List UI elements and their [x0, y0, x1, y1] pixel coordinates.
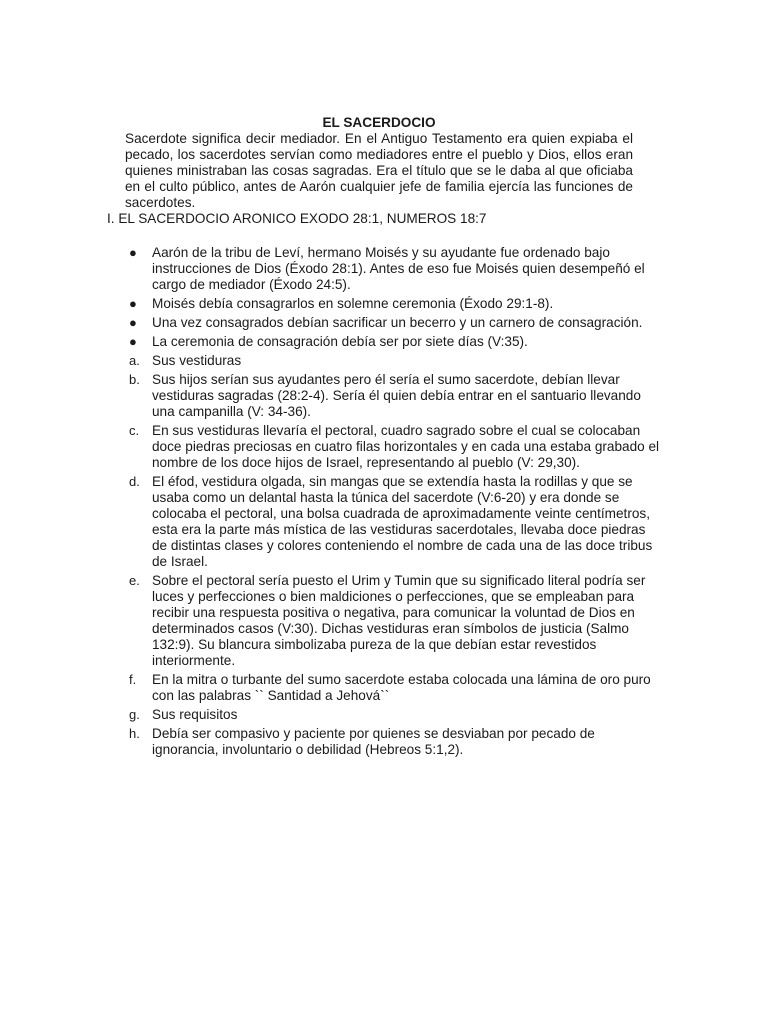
lettered-item-c [0, 423, 662, 471]
lettered-text: El éfod, vestidura olgada, sin mangas que se extendía hasta la rodillas y que se usaba como un delantal hasta la túnica del sacerdote (V:6-20) y era donde se colocaba el pectoral, una bolsa cuadrada de aproximadamente veinte centímetros, esta era la parte más mística de las vestiduras sacerdotales, llevaba doce piedras de distintas clases y colores conteniendo el nombre de cada una de las doce tribus de Israel. [152, 474, 653, 569]
bullet-icon: ● [129, 296, 137, 311]
lettered-text: Sobre el pectoral sería puesto el Urim y Tumin que su significado literal podría ser luces y perfecciones o bien maldiciones o perfecciones, que se empleaban para recibir una respuesta positiva o negativa, para comunicar la voluntad de Dios en determinados casos (V:30). Dichas vestiduras eran símbolos de justicia (Salmo 132:9). Su blancura simbolizaba pureza de la que debían estar revestidos interiormente. [152, 573, 646, 668]
lettered-item-d [0, 474, 662, 570]
lettered-text: En sus vestiduras llevaría el pectoral, cuadro sagrado sobre el cual se colocaban doce piedras preciosas en cuatro filas horizontales y en cada una estaba grabado el nombre de los doce hijos de Israel, representando al pueblo (V: 29,30). [152, 423, 660, 470]
list-letter: f. [129, 672, 137, 687]
section-heading: I. EL SACERDOCIO ARONICO EXODO 28:1, NUMEROS 18:7 [107, 211, 487, 226]
lettered-text: Sus requisitos [152, 707, 238, 722]
lettered-item-e [0, 573, 662, 669]
bullet-item [0, 334, 662, 350]
lettered-item-f [0, 672, 662, 704]
lettered-item-b [0, 372, 662, 420]
bullet-icon: ● [129, 245, 137, 260]
bullet-item [0, 315, 662, 331]
bullet-icon: ● [129, 334, 137, 349]
bullet-text: La ceremonia de consagración debía ser por siete días (V:35). [152, 334, 528, 349]
list-letter: c. [129, 423, 140, 438]
list-letter: h. [129, 726, 140, 741]
bullet-text: Aarón de la tribu de Leví, hermano Moisés y su ayudante fue ordenado bajo instrucciones de Dios (Éxodo 28:1). Antes de eso fue Moisés quien desempeñó el cargo de mediador (Éxodo 24:5). [152, 245, 645, 292]
lettered-item-a [0, 353, 662, 369]
lettered-item-g [0, 707, 662, 723]
lettered-text: Debía ser compasivo y paciente por quienes se desviaban por pecado de ignorancia, involuntario o debilidad (Hebreos 5:1,2). [152, 726, 595, 757]
bullet-icon: ● [129, 315, 137, 330]
lettered-text: Sus vestiduras [152, 353, 242, 368]
intro-paragraph: Sacerdote significa decir mediador. En el Antiguo Testamento era quien expiaba el pecado, los sacerdotes servían como mediadores entre el pueblo y Dios, ellos eran quienes ministraban las cosas sagradas. Era el título que se le daba al que oficiaba en el culto público, antes de Aarón cualquier jefe de familia ejercía las funciones de sacerdotes. [125, 131, 633, 210]
bullet-text: Una vez consagrados debían sacrificar un becerro y un carnero de consagración. [152, 315, 643, 330]
lettered-text: En la mitra o turbante del sumo sacerdote estaba colocada una lámina de oro puro con las palabras `` Santidad a Jehová`` [152, 672, 651, 703]
list-letter: b. [129, 372, 140, 387]
bullet-item [0, 245, 662, 293]
lettered-text: Sus hijos serían sus ayudantes pero él sería el sumo sacerdote, debían llevar vestiduras sagradas (28:2-4). Sería él quien debía entrar en el santuario llevando una campanilla (V: 34-36). [152, 372, 641, 419]
bullet-item [0, 296, 662, 312]
list-letter: d. [129, 474, 140, 489]
lettered-item-h [0, 726, 662, 758]
content-list [0, 245, 768, 761]
list-letter: a. [129, 353, 140, 368]
bullet-text: Moisés debía consagrarlos en solemne ceremonia (Éxodo 29:1-8). [152, 296, 554, 311]
document-title: EL SACERDOCIO [322, 115, 436, 130]
list-letter: g. [129, 707, 140, 722]
list-letter: e. [129, 573, 140, 588]
